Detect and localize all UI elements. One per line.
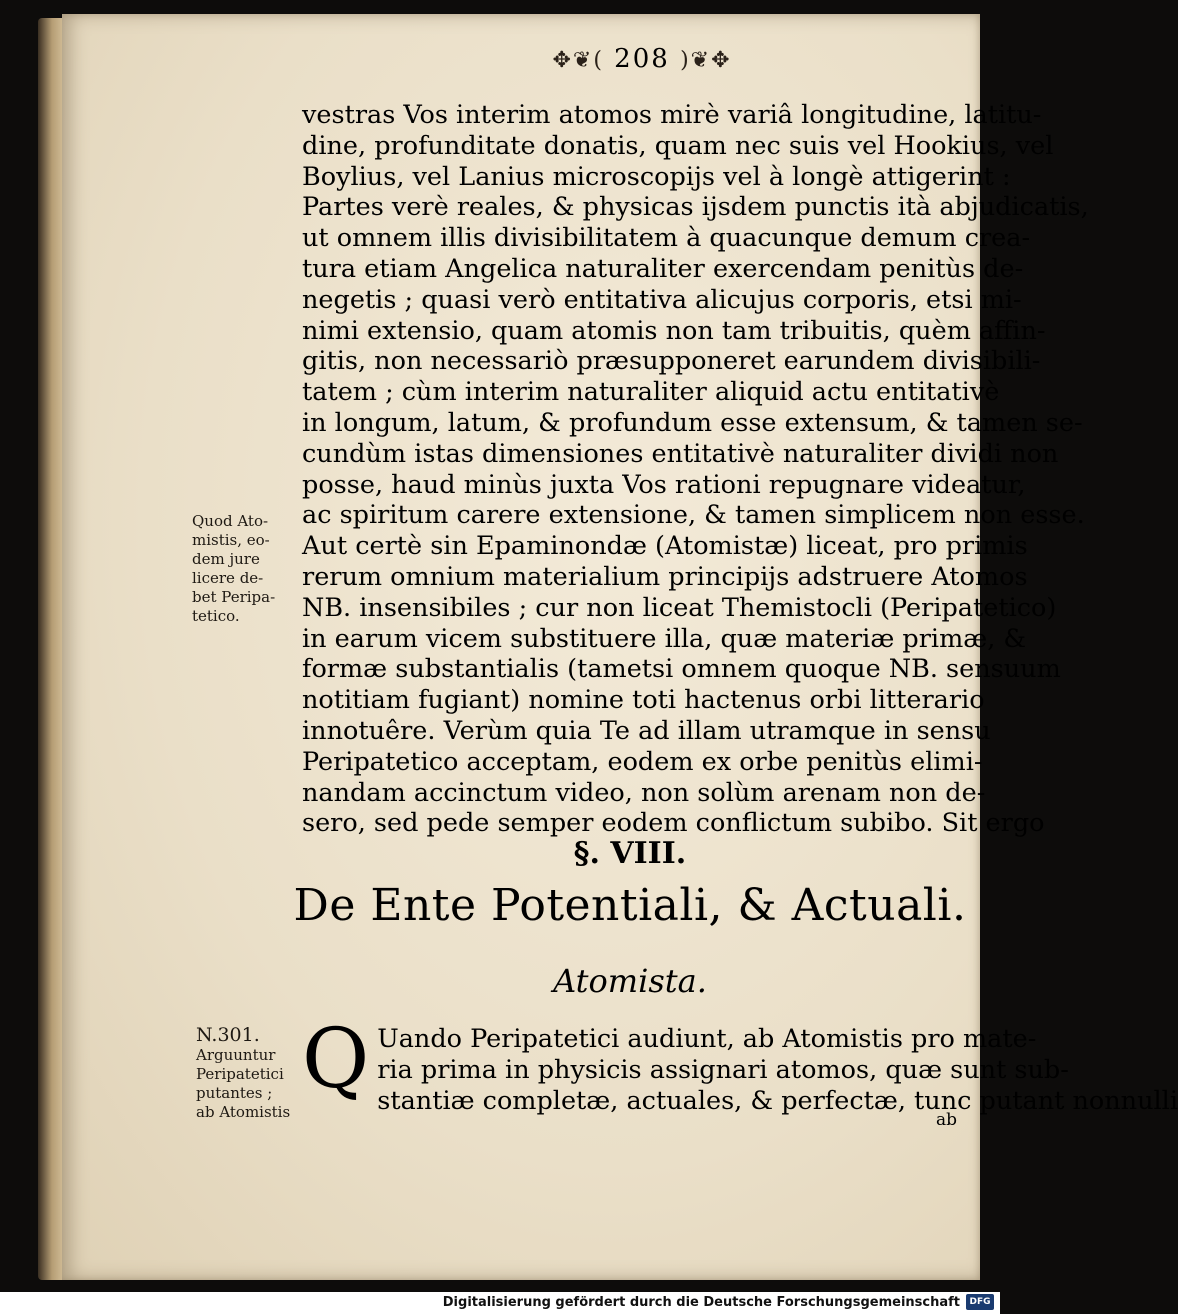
body-text — [302, 100, 1089, 839]
page-header — [502, 44, 782, 74]
margin-note-line: mistis, eo- — [192, 531, 270, 549]
dfg-logo: DFG — [966, 1294, 994, 1310]
section-subtitle: Atomista. — [553, 962, 707, 1000]
text-line: Uando Peripatetici audiunt, ab Atomistis pro mate- — [377, 1024, 1037, 1054]
margin-note-line: licere de- — [192, 569, 264, 587]
text-line: sero, sed pede semper eodem conflictum subibo. Sit ergo — [302, 808, 1045, 839]
text-line: Partes verè reales, & physicas ijsdem punctis ità abjudicatis, — [302, 192, 1089, 223]
ornament-left: ✥❦( — [552, 48, 604, 73]
text-line: ut omnem illis divisibilitatem à quacunque demum crea- — [302, 223, 1031, 254]
text-line: in longum, latum, & profundum esse extensum, & tamen se- — [302, 407, 1083, 438]
margin-note-number: N.301. — [196, 1024, 260, 1046]
margin-note-line: Arguuntur — [196, 1046, 276, 1064]
text-line: tura etiam Angelica naturaliter exercendam penitùs de- — [302, 253, 1024, 284]
page-number: 208 — [614, 44, 670, 74]
text-line: ac spiritum carere extensione, & tamen simplicem non esse. — [302, 500, 1085, 531]
text-line: Aut certè sin Epaminondæ (Atomistæ) liceat, pro primis — [302, 531, 1028, 562]
footer-bar — [0, 1292, 1000, 1314]
margin-note-line: Peripatetici — [196, 1065, 284, 1083]
text-line: Peripatetico acceptam, eodem ex orbe penitùs elimi- — [302, 746, 983, 777]
text-line: formæ substantialis (tametsi omnem quoque NB. sensuum — [302, 654, 1061, 685]
text-line: nimi extensio, quam atomis non tam tribuitis, quèm affin- — [302, 315, 1046, 346]
text-line: gitis, non necessariò præsupponeret earundem divisibili- — [302, 346, 1041, 377]
margin-note-line: ab Atomistis — [196, 1103, 291, 1121]
text-line: stantiæ completæ, actuales, & perfectæ, tunc putant nonnulli — [377, 1085, 1178, 1116]
text-line: in earum vicem substituere illa, quæ materiæ primæ, & — [302, 623, 1027, 654]
margin-note-line: Quod Ato- — [192, 512, 269, 530]
text-line: notitiam fugiant) nomine toti hactenus orbi litterario — [302, 685, 985, 716]
text-line: posse, haud minùs juxta Vos rationi repugnare videatur, — [302, 469, 1026, 500]
text-line: dine, profunditate donatis, quam nec suis vel Hookius, vel — [302, 130, 1054, 161]
text-line: vestras Vos interim atomos mirè variâ longitudine, latitu- — [302, 100, 1042, 130]
text-line: rerum omnium materialium principijs adstruere Atomos — [302, 561, 1028, 592]
text-line: negetis ; quasi verò entitativa alicujus corporis, etsi mi- — [302, 284, 1022, 315]
margin-note-line: bet Peripa- — [192, 588, 276, 606]
text-line: innotuêre. Verùm quia Te ad illam utramque in sensu — [302, 715, 991, 746]
text-line: cundùm istas dimensiones entitativè naturaliter dividi non — [302, 438, 1059, 469]
text-line: tatem ; cùm interim naturaliter aliquid actu entitativè — [302, 377, 1000, 408]
text-line: ria prima in physicis assignari atomos, quæ sunt sub- — [377, 1054, 1069, 1085]
ornament-right: )❦✥ — [680, 48, 732, 73]
text-line: nandam accinctum video, non solùm arenam non de- — [302, 777, 986, 808]
section-mark: §. VIII. — [573, 836, 687, 871]
funding-credit: Digitalisierung gefördert durch die Deutsche Forschungsgemeinschaft — [442, 1295, 960, 1310]
margin-note-1 — [192, 512, 302, 626]
drop-cap: Q — [302, 1012, 370, 1107]
margin-note-line: putantes ; — [196, 1084, 273, 1102]
text-line: Boylius, vel Lanius microscopijs vel à longè attigerint : — [302, 161, 1011, 192]
section-title: De Ente Potentiali, & Actuali. — [293, 880, 967, 931]
text-line: NB. insensibiles ; cur non liceat Themistocli (Peripatetico) — [302, 592, 1057, 623]
catchword: ab — [936, 1110, 958, 1130]
margin-note-line: tetico. — [192, 607, 240, 625]
margin-note-line: dem jure — [192, 550, 260, 568]
opening-paragraph — [302, 1012, 1178, 1116]
